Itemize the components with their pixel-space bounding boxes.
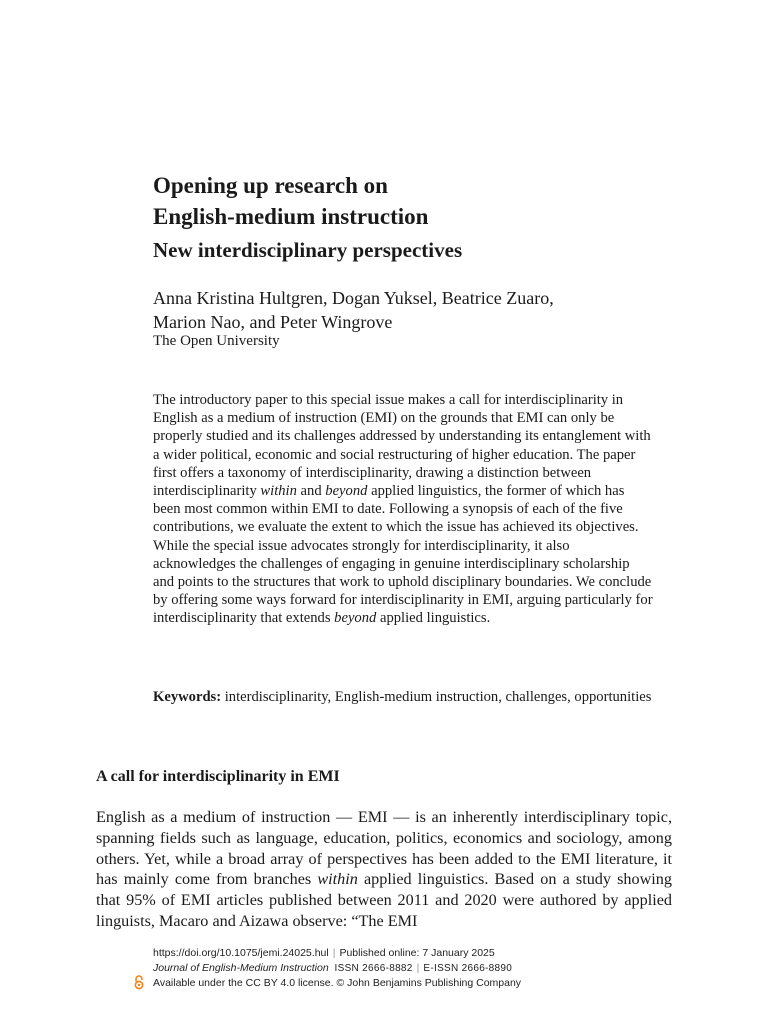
body-text-1: English as a medium of instruction — EMI — is an inherently interdisciplinary topic, spanning fields such as language, education, politics, economics and sociology, among others. Yet, while a broad array of perspectives has been added to the EMI literature, it has mainly come from branches — [96, 808, 672, 889]
footer-line-2 — [153, 961, 673, 976]
authors-line-2: Marion Nao, and Peter Wingrove — [153, 312, 393, 332]
keywords-label: Keywords: — [153, 689, 222, 705]
abstract-emphasis-beyond-2: beyond — [334, 610, 377, 627]
footer-separator: | — [332, 947, 336, 959]
authors-line-1: Anna Kristina Hultgren, Dogan Yuksel, Beatrice Zuaro, — [153, 288, 554, 308]
journal-name: Journal of English-Medium Instruction — [153, 962, 329, 974]
article-subtitle: New interdisciplinary perspectives — [153, 238, 463, 262]
abstract-emphasis-within: within — [260, 483, 297, 500]
footer-separator-2: | — [416, 962, 420, 974]
keywords-list: interdisciplinarity, English-medium instruction, challenges, opportunities — [221, 689, 652, 705]
abstract-text-1: The introductory paper to this special issue makes a call for interdisciplinarity in English as a medium of instruction (EMI) on the grounds that EMI can only be properly studied and its challenges addressed by understanding its entanglement with a wider political, economic and social restructuring of higher education. The paper first offers a taxonomy of interdisciplinarity, drawing a distinction between interdisciplinarity — [153, 392, 651, 500]
eissn: E-ISSN 2666-8890 — [423, 963, 513, 974]
author-affiliation: The Open University — [153, 333, 280, 349]
license-text: Available under the CC BY 4.0 license. © John Benjamins Publishing Company — [153, 977, 522, 989]
footer-line-1 — [153, 946, 673, 961]
keywords — [153, 688, 653, 706]
abstract-text-2: and — [296, 483, 326, 500]
published-date: Published online: 7 January 2025 — [339, 947, 495, 959]
open-access-icon — [133, 975, 145, 990]
article-title — [153, 170, 673, 232]
issn: ISSN 2666-8882 — [334, 963, 413, 974]
abstract-text-3: applied linguistics, the former of which has been most common within EMI to date. Following a synopsis of each of the five contributions, we evaluate the extent to which the issue has achieved its objectives. While the special issue advocates strongly for interdisciplinarity, it also acknowledges the challenges of engaging in genuine interdisciplinary scholarship and points to the structures that work to uphold disciplinary boundaries. We conclude by offering some ways forward for interdisciplinarity in EMI, arguing particularly for interdisciplinarity that extends — [153, 483, 653, 627]
page-footer — [153, 946, 673, 991]
author-list — [153, 286, 673, 334]
body-paragraph — [96, 807, 672, 932]
body-text-2: applied linguistics. Based on a study showing that 95% of EMI articles published between 2011 and 2020 were authored by applied linguists, Macaro and Aizawa observe: “The EMI — [96, 870, 672, 930]
title-line-1: Opening up research on — [153, 173, 388, 198]
abstract — [153, 391, 653, 628]
doi-link[interactable]: https://doi.org/10.1075/jemi.24025.hul — [153, 947, 329, 959]
abstract-emphasis-beyond: beyond — [325, 483, 368, 500]
section-heading: A call for interdisciplinarity in EMI — [96, 768, 340, 785]
footer-line-3 — [153, 976, 673, 991]
body-emphasis-within: within — [317, 870, 358, 889]
title-line-2: English-medium instruction — [153, 204, 429, 229]
abstract-text-4: applied linguistics. — [376, 610, 491, 627]
